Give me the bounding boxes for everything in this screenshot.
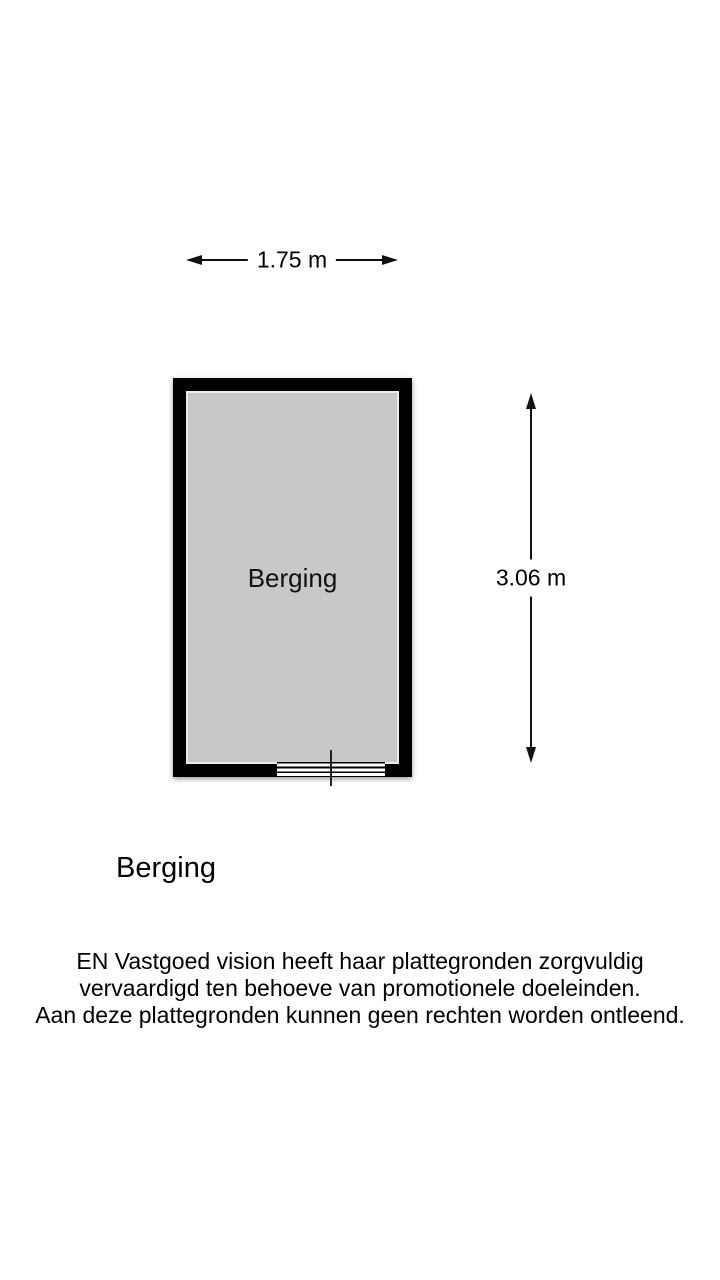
plan-title: Berging [116,852,216,884]
disclaimer [0,948,720,1029]
room-berging [173,378,412,777]
arrow-down-icon [526,747,536,763]
door-threshold-tick-icon [330,750,332,786]
width-dimension-label: 1.75 m [248,247,336,274]
height-dimension-label: 3.06 m [489,560,573,597]
disclaimer-line: vervaardigd ten behoeve van promotionele doeleinden. [79,975,641,1001]
arrow-right-icon [382,255,398,265]
room-label: Berging [247,563,338,593]
disclaimer-line: EN Vastgoed vision heeft haar plattegronden zorgvuldig [76,948,644,974]
disclaimer-line: Aan deze plattegronden kunnen geen rechten worden ontleend. [35,1002,685,1028]
height-dimension [495,393,567,763]
width-dimension [186,246,398,274]
